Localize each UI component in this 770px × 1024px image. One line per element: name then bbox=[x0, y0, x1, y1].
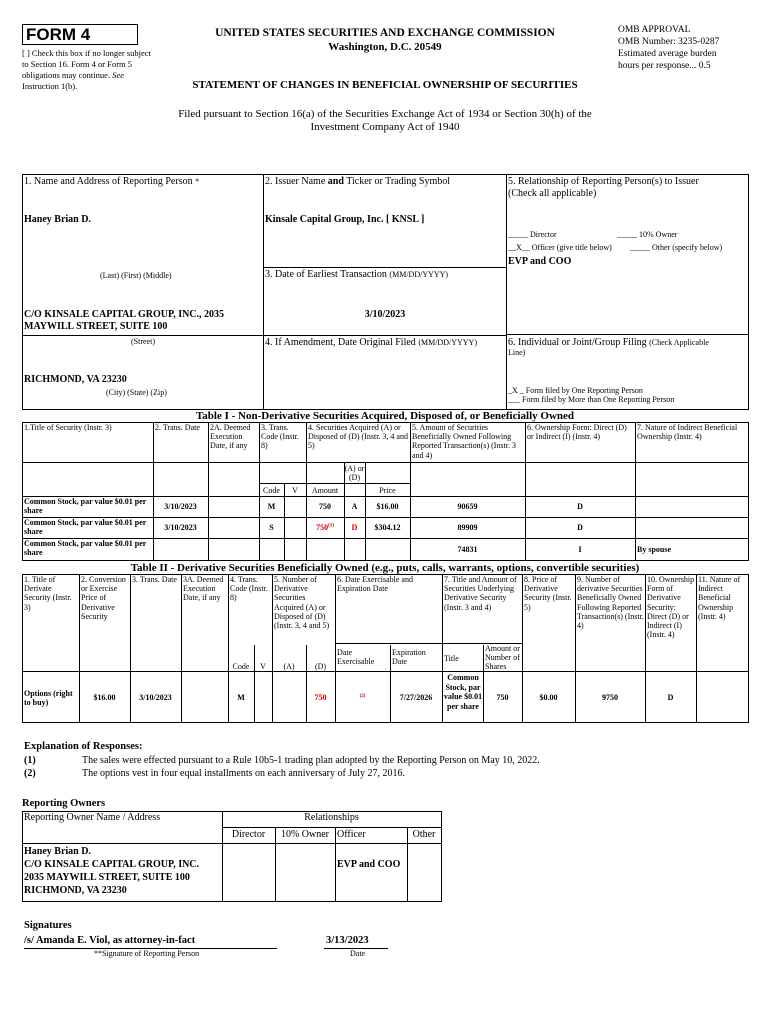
box2-label: 2. Issuer Name and Ticker or Trading Symbol bbox=[265, 176, 451, 187]
table1-title: Table I - Non-Derivative Securities Acquired, Disposed of, or Beneficially Owned bbox=[195, 410, 575, 422]
t2-sub-amount: Amount or Number of Shares bbox=[485, 644, 520, 672]
omb-burden-line2: hours per response... 0.5 bbox=[618, 61, 711, 71]
t1-r1-code: M bbox=[267, 502, 276, 511]
multi-person-filing: ___ Form filed by More than One Reporting Person bbox=[508, 395, 675, 404]
table-row: Options (right to buy) bbox=[24, 689, 73, 708]
t1-col-code: 3. Trans. Code (Instr. 8) bbox=[261, 423, 299, 451]
t1-r2-owned: 89909 bbox=[457, 523, 478, 532]
t2-sub-exercisable: Date Exercisable bbox=[337, 648, 375, 667]
t2-under-amount: 750 bbox=[496, 693, 509, 702]
owners-col-officer: Officer bbox=[337, 829, 366, 840]
reporting-owners-title: Reporting Owners bbox=[22, 798, 106, 809]
statement-title: STATEMENT OF CHANGES IN BENEFICIAL OWNERSHIP OF SECURITIES bbox=[192, 79, 578, 91]
t2-disposed: 750 bbox=[314, 693, 327, 702]
t1-col-title: 1.Title of Security (Instr. 3) bbox=[24, 423, 112, 432]
t1-sub-amount: Amount bbox=[311, 486, 339, 495]
see-text: See bbox=[112, 70, 124, 80]
t2-col-date: 3. Trans. Date bbox=[132, 575, 177, 584]
reporting-person-name: Haney Brian D. bbox=[24, 214, 91, 225]
address-line2: MAYWILL STREET, SUITE 100 bbox=[24, 321, 168, 332]
t2-conversion: $16.00 bbox=[93, 693, 116, 702]
date-caption: Date bbox=[350, 949, 366, 958]
omb-number: OMB Number: 3235-0287 bbox=[618, 37, 720, 47]
t1-sub-aord: (A) or (D) bbox=[344, 464, 365, 483]
t2-under-title: Common Stock, par value $0.01 per share bbox=[443, 673, 483, 711]
other-check: _____ Other (specify below) bbox=[630, 243, 723, 252]
t2-price: $0.00 bbox=[539, 693, 558, 702]
t2-col-code: 4. Trans. Code (Instr. 8) bbox=[230, 575, 268, 603]
one-person-filing: _X _ Form filed by One Reporting Person bbox=[508, 386, 643, 395]
reporting-city: RICHMOND, VA 23230 bbox=[24, 374, 127, 385]
signature-caption: **Signature of Reporting Person bbox=[94, 949, 200, 958]
t2-sub-a: (A) bbox=[283, 662, 295, 671]
t1-r2-amount[interactable]: 750$^{(1)}$ bbox=[316, 523, 334, 532]
list-item: (1) The sales were effected pursuant to a Rule 10b5-1 trading plan adopted by the Reporting Person on May 10, 2022. bbox=[24, 755, 540, 766]
t2-date: 3/10/2023 bbox=[139, 693, 172, 702]
owner-officer-title: EVP and COO bbox=[337, 859, 401, 870]
table-row: Common Stock, par value $0.01 per share bbox=[24, 497, 147, 516]
t1-r3-owned: 74831 bbox=[457, 545, 478, 554]
street-caption: (Street) bbox=[131, 337, 155, 346]
owners-col-ten: 10% Owner bbox=[280, 829, 330, 840]
address-line1: C/O KINSALE CAPITAL GROUP, INC., 2035 bbox=[24, 309, 225, 320]
t1-sub-price: Price bbox=[379, 486, 396, 495]
box1-label: 1. Name and Address of Reporting Person * bbox=[24, 176, 200, 187]
t2-sub-title: Title bbox=[444, 654, 459, 663]
director-check: _____ Director bbox=[508, 230, 557, 239]
owners-col-relationships: Relationships bbox=[304, 812, 359, 823]
filed-pursuant bbox=[100, 108, 670, 134]
city-caption: (City) (State) (Zip) bbox=[106, 388, 167, 397]
t2-col-title: 1. Title of Derivate Security (Instr. 3) bbox=[24, 575, 72, 612]
t2-sub-code: Code bbox=[232, 662, 250, 671]
t2-sub-expiration: Expiration Date bbox=[392, 648, 426, 667]
form-title: FORM 4 bbox=[26, 25, 91, 44]
owners-col-other: Other bbox=[412, 829, 436, 840]
t1-r1-aord: A bbox=[351, 502, 358, 511]
t1-col-date: 2. Trans. Date bbox=[155, 423, 200, 432]
list-item: (2) The options vest in four equal installments on each anniversary of July 27, 2016. bbox=[24, 768, 405, 779]
name-parts-caption: (Last) (First) (Middle) bbox=[100, 271, 172, 280]
t1-r2-price: $304.12 bbox=[374, 523, 401, 532]
footnote-link-1[interactable]: (1) bbox=[328, 523, 334, 529]
t2-col-form: 10. Ownership Form of Derivative Security: Direct (D) or Indirect (I) (Instr. 4) bbox=[647, 575, 695, 640]
officer-title: EVP and COO bbox=[508, 256, 572, 267]
agency-name: UNITED STATES SECURITIES AND EXCHANGE COMMISSION bbox=[215, 27, 555, 39]
t2-sub-v: V bbox=[260, 662, 266, 671]
signatures-title: Signatures bbox=[24, 920, 72, 931]
t1-r1-owned: 90659 bbox=[457, 502, 478, 511]
table-row: Common Stock, par value $0.01 per share bbox=[24, 518, 147, 537]
ten-pct-owner-check: _____ 10% Owner bbox=[617, 230, 678, 239]
t1-r2-form: D bbox=[577, 523, 583, 532]
t1-col-acquired: 4. Securities Acquired (A) or Disposed of (D) (Instr. 3, 4 and 5) bbox=[308, 423, 408, 451]
explanation-title: Explanation of Responses: bbox=[24, 741, 143, 752]
t2-form: D bbox=[667, 693, 674, 702]
instruction-text: Instruction 1(b). bbox=[22, 81, 78, 91]
t1-r1-price: $16.00 bbox=[376, 502, 399, 511]
t1-r1-amount: 750 bbox=[319, 502, 331, 511]
t2-col-conversion: 2. Conversion or Exercise Price of Derivative Security bbox=[81, 575, 126, 621]
box4-label: 4. If Amendment, Date Original Filed (MM/DD/YYYY) bbox=[265, 337, 477, 348]
form-title-box bbox=[22, 24, 138, 45]
box6-label: 6. Individual or Joint/Group Filing (Check Applicable Line) bbox=[508, 337, 709, 357]
t1-r3-form: I bbox=[578, 545, 582, 554]
issuer-name: Kinsale Capital Group, Inc. [ KNSL ] bbox=[265, 214, 425, 225]
t1-r1-date: 3/10/2023 bbox=[164, 502, 197, 511]
table-row: Common Stock, par value $0.01 per share bbox=[24, 539, 147, 558]
t2-col-exercise: 6. Date Exercisable and Expiration Date bbox=[337, 575, 413, 594]
signer-name: /s/ Amanda E. Viol, as attorney-in-fact bbox=[24, 935, 196, 946]
t2-sub-d: (D) bbox=[314, 662, 327, 671]
t2-col-underlying: 7. Title and Amount of Securities Underlying Derivative Security (Instr. 3 and 4) bbox=[444, 575, 517, 612]
t1-sub-v: V bbox=[292, 486, 298, 495]
signature-date: 3/13/2023 bbox=[326, 935, 369, 946]
earliest-transaction-date: 3/10/2023 bbox=[364, 309, 406, 320]
no-longer-subject-note bbox=[22, 48, 152, 92]
reporting-address bbox=[24, 309, 224, 333]
t1-r2-aord: D bbox=[351, 523, 358, 532]
footnote-link-2[interactable]: (2) bbox=[359, 694, 366, 699]
table2-title: Table II - Derivative Securities Beneficially Owned (e.g., puts, calls, warrants, options, convertible securities) bbox=[130, 562, 640, 574]
t2-code: M bbox=[237, 693, 245, 702]
omb-approval: OMB APPROVAL bbox=[618, 25, 691, 35]
box5-label: 5. Relationship of Reporting Person(s) to Issuer (Check all applicable) bbox=[508, 176, 699, 199]
omb-burden-line1: Estimated average burden bbox=[618, 49, 717, 59]
filed-pursuant-line1: Filed pursuant to Section 16(a) of the Securities Exchange Act of 1934 or Section 30(h) of the bbox=[178, 108, 592, 120]
owners-col-name: Reporting Owner Name / Address bbox=[24, 812, 161, 823]
owners-col-director: Director bbox=[231, 829, 266, 840]
officer-check: __X__ Officer (give title below) bbox=[508, 243, 612, 252]
t2-expiration: 7/27/2026 bbox=[399, 693, 433, 702]
t2-col-owned: 9. Number of derivative Securities Beneficially Owned Following Reported Transaction(s) (Instr. 4) bbox=[577, 575, 644, 630]
t1-r1-form: D bbox=[577, 502, 583, 511]
t1-col-owned: 5. Amount of Securities Beneficially Owned Following Reported Transaction(s) (Instr. 3 and 4) bbox=[412, 423, 516, 460]
t1-r3-nature: By spouse bbox=[637, 545, 672, 554]
t1-col-form: 6. Ownership Form: Direct (D) or Indirect (I) (Instr. 4) bbox=[527, 423, 627, 442]
t2-col-nature: 11. Nature of Indirect Beneficial Ownership (Instr. 4) bbox=[698, 575, 741, 621]
box3-label: 3. Date of Earliest Transaction (MM/DD/YYYY) bbox=[265, 269, 449, 280]
t2-col-price: 8. Price of Derivative Security (Instr. 5) bbox=[524, 575, 572, 612]
t2-col-number: 5. Number of Derivative Securities Acquired (A) or Disposed of (D) (Instr. 3, 4 and 5) bbox=[274, 575, 330, 630]
t1-r2-code: S bbox=[269, 523, 274, 532]
omb-box bbox=[618, 24, 758, 72]
check-box-note: [ ] Check this box if no longer subject to Section 16. Form 4 or Form 5 obligations may continue. bbox=[22, 48, 151, 80]
owner-name-address: Haney Brian D. C/O KINSALE CAPITAL GROUP, INC. 2035 MAYWILL STREET, SUITE 100 RICHMOND, VA 23230 bbox=[24, 846, 200, 896]
t2-col-deemed: 3A. Deemed Execution Date, if any bbox=[183, 575, 224, 603]
t1-r2-date: 3/10/2023 bbox=[164, 523, 197, 532]
agency-address: Washington, D.C. 20549 bbox=[328, 41, 442, 53]
t1-sub-code: Code bbox=[263, 486, 280, 495]
filed-pursuant-line2: Investment Company Act of 1940 bbox=[310, 121, 460, 133]
t1-col-nature: 7. Nature of Indirect Beneficial Ownership (Instr. 4) bbox=[637, 423, 738, 442]
t1-col-deemed: 2A. Deemed Execution Date, if any bbox=[210, 423, 251, 451]
t2-owned: 9750 bbox=[602, 693, 618, 702]
